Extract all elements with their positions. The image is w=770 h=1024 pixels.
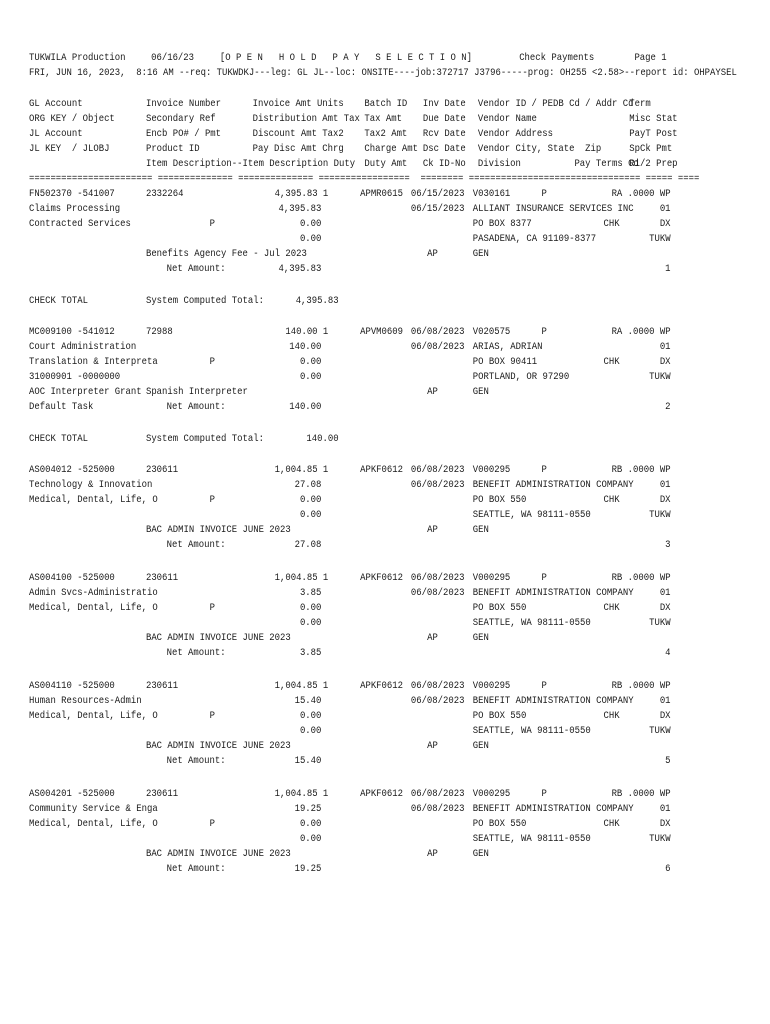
check-id: AP	[427, 848, 438, 860]
report-line	[29, 709, 671, 724]
invoice-date: 06/08/2023	[410, 680, 465, 692]
pay-type: CHK	[603, 710, 620, 722]
report-line	[29, 847, 658, 862]
column-header-cell: Ck ID-No	[422, 158, 466, 170]
column-header-cell: Tax2 Amt	[364, 128, 408, 140]
net-amount: 27.08	[294, 539, 322, 551]
payment-flag: P	[209, 218, 215, 230]
due-date: 06/08/2023	[410, 803, 465, 815]
sequence-number: 1	[665, 263, 671, 275]
check-id: AP	[427, 248, 438, 260]
report-line	[29, 370, 671, 385]
invoice-date: 06/08/2023	[410, 326, 465, 338]
vendor-id: V000295	[472, 788, 511, 800]
post: DX	[659, 818, 671, 830]
batch-id: APKF0612	[360, 572, 404, 584]
division: GEN	[472, 848, 489, 860]
report-line	[29, 694, 671, 709]
vendor-city: SEATTLE, WA 98111-0550	[472, 833, 591, 845]
report-line	[29, 817, 671, 832]
report-line	[29, 400, 671, 415]
net-amount-label: Net Amount:	[166, 755, 226, 767]
column-header-cell: Term	[629, 98, 651, 110]
report-line	[29, 232, 671, 247]
column-header-cell: Rcv Date	[422, 128, 466, 140]
net-amount-label: Net Amount:	[166, 863, 226, 875]
pedb-code: P	[541, 788, 547, 800]
prep: TUKW	[649, 725, 671, 737]
column-header-cell: Division Pay Terms Cd	[477, 158, 639, 170]
system-total-label: System Computed Total:	[145, 433, 264, 445]
report-line	[29, 538, 671, 553]
post: DX	[659, 602, 671, 614]
report-line	[29, 325, 671, 340]
addr-term: RB .0000 WP	[611, 788, 671, 800]
gl-account: AS004100 -525000	[29, 572, 115, 584]
vendor-city: PASADENA, CA 91109-8377	[472, 233, 597, 245]
due-date: 06/08/2023	[410, 341, 465, 353]
column-header-cell: Invoice Amt Units	[252, 98, 344, 110]
report-line	[29, 463, 671, 478]
check-total-label: CHECK TOTAL	[29, 295, 88, 307]
invoice-date: 06/15/2023	[410, 188, 465, 200]
vendor-id: V000295	[472, 464, 511, 476]
vendor-city: SEATTLE, WA 98111-0550	[472, 509, 591, 521]
vendor-address: PO BOX 550	[472, 602, 527, 614]
report-line	[29, 247, 658, 262]
prep: TUKW	[649, 233, 671, 245]
report-line	[29, 355, 671, 370]
sequence-number: 3	[665, 539, 671, 551]
distribution-amount: 140.00	[289, 341, 322, 353]
column-header-cell: Discount Amt Tax2	[252, 128, 344, 140]
report-line	[29, 385, 658, 400]
report-line	[29, 478, 671, 493]
report-date: 06/16/23	[151, 52, 195, 64]
sequence-number: 5	[665, 755, 671, 767]
division: GEN	[472, 632, 489, 644]
item-description: BAC ADMIN INVOICE JUNE 2023	[145, 740, 291, 752]
report-line	[29, 523, 658, 538]
check-id: AP	[427, 386, 438, 398]
invoice-number: 230611	[145, 464, 179, 476]
invoice-number: 72988	[145, 326, 173, 338]
pedb-code: P	[541, 464, 547, 476]
net-amount: 4,395.83	[278, 263, 322, 275]
division: GEN	[472, 524, 489, 536]
column-header-cell: Vendor City, State Zip	[477, 143, 602, 155]
pay-disc-amount: 0.00	[299, 617, 322, 629]
report-line	[29, 862, 671, 877]
header-separator	[29, 172, 700, 187]
report-line	[29, 631, 658, 646]
gl-account: FN502370 -541007	[29, 188, 115, 200]
report-line	[29, 802, 671, 817]
addr-term: RA .0000 WP	[611, 326, 671, 338]
report-line	[29, 493, 671, 508]
column-header-cell: PayT Post	[629, 128, 678, 140]
vendor-name: BENEFIT ADMINISTRATION COMPANY	[472, 587, 634, 599]
post: DX	[659, 710, 671, 722]
report-line	[29, 187, 671, 202]
pay-type: CHK	[603, 218, 620, 230]
vendor-id: V000295	[472, 572, 511, 584]
due-date: 06/08/2023	[410, 479, 465, 491]
pay-type: CHK	[603, 818, 620, 830]
system-name: TUKWILA Production	[29, 52, 126, 64]
net-amount: 3.85	[299, 647, 322, 659]
batch-id: APMR0615	[360, 188, 404, 200]
report-line	[29, 679, 671, 694]
vendor-name: BENEFIT ADMINISTRATION COMPANY	[472, 695, 634, 707]
invoice-amount: 4,395.83 1	[274, 188, 329, 200]
pay-type: CHK	[603, 602, 620, 614]
pedb-code: P	[541, 572, 547, 584]
vendor-city: PORTLAND, OR 97290	[472, 371, 570, 383]
column-header-cell: Inv Date	[422, 98, 466, 110]
addr-term: RB .0000 WP	[611, 572, 671, 584]
post: DX	[659, 494, 671, 506]
column-header-cell: Misc Stat	[629, 113, 678, 125]
pay-disc-amount: 0.00	[299, 371, 322, 383]
pay-disc-amount: 0.00	[299, 233, 322, 245]
discount-amount: 0.00	[299, 710, 322, 722]
distribution-amount: 3.85	[299, 587, 322, 599]
vendor-name: ARIAS, ADRIAN	[472, 341, 543, 353]
report-header-line-2	[29, 66, 737, 81]
payment-flag: P	[209, 602, 215, 614]
org-key: Admin Svcs-Administratio	[29, 587, 158, 599]
check-id: AP	[427, 524, 438, 536]
report-line	[29, 294, 658, 309]
item-description: BAC ADMIN INVOICE JUNE 2023	[145, 632, 291, 644]
report-line	[29, 340, 671, 355]
payment-flag: P	[209, 818, 215, 830]
item-description: Spanish Interpreter	[145, 386, 248, 398]
column-header-cell: Item Description--Item Description Duty	[145, 158, 356, 170]
column-header-cell: Dsc Date	[422, 143, 466, 155]
prep: TUKW	[649, 509, 671, 521]
vendor-city: SEATTLE, WA 98111-0550	[472, 725, 591, 737]
vendor-address: PO BOX 550	[472, 494, 527, 506]
column-header-cell: JL Account	[29, 128, 83, 140]
vendor-address: PO BOX 550	[472, 710, 527, 722]
discount-amount: 0.00	[299, 356, 322, 368]
column-header-cell: Vendor Name	[477, 113, 537, 125]
distribution-amount: 19.25	[294, 803, 322, 815]
report-title: [O P E N H O L D P A Y S E L E C T I O N]	[219, 52, 472, 64]
gl-account: AS004012 -525000	[29, 464, 115, 476]
invoice-amount: 1,004.85 1	[274, 572, 329, 584]
net-amount-label: Net Amount:	[166, 539, 226, 551]
addr-term: RB .0000 WP	[611, 680, 671, 692]
item-description: Benefits Agency Fee - Jul 2023	[145, 248, 307, 260]
jl-account: Translation & Interpreta	[29, 356, 158, 368]
column-header-cell: R1/2 Prep	[629, 158, 678, 170]
vendor-name: ALLIANT INSURANCE SERVICES INC	[472, 203, 634, 215]
batch-id: APKF0612	[360, 680, 404, 692]
column-header-row	[29, 97, 658, 112]
report-line	[29, 202, 671, 217]
due-date: 06/15/2023	[410, 203, 465, 215]
status: 01	[659, 479, 671, 491]
status: 01	[659, 803, 671, 815]
column-header-row	[29, 142, 673, 157]
column-header-row	[29, 112, 678, 127]
column-header-cell: Due Date	[422, 113, 466, 125]
org-key: Community Service & Enga	[29, 803, 158, 815]
due-date: 06/08/2023	[410, 695, 465, 707]
vendor-id: V030161	[472, 188, 511, 200]
column-header-cell: Distribution Amt Tax	[252, 113, 360, 125]
jl-account: Medical, Dental, Life, O	[29, 494, 158, 506]
gl-account: MC009100 -541012	[29, 326, 115, 338]
page-number: Page 1	[634, 52, 667, 64]
vendor-address: PO BOX 550	[472, 818, 527, 830]
report-line	[29, 571, 671, 586]
distribution-amount: 27.08	[294, 479, 322, 491]
net-amount: 19.25	[294, 863, 322, 875]
discount-amount: 0.00	[299, 602, 322, 614]
division: GEN	[472, 740, 489, 752]
invoice-number: 230611	[145, 572, 179, 584]
column-header-row	[29, 127, 678, 142]
discount-amount: 0.00	[299, 818, 322, 830]
org-key: Technology & Innovation	[29, 479, 153, 491]
prep: TUKW	[649, 617, 671, 629]
column-header-cell: Vendor ID / PEDB Cd / Addr Cd	[477, 98, 634, 110]
pay-disc-amount: 0.00	[299, 833, 322, 845]
org-key: Court Administration	[29, 341, 137, 353]
vendor-address: PO BOX 8377	[472, 218, 532, 230]
report-line	[29, 724, 671, 739]
gl-account: AS004201 -525000	[29, 788, 115, 800]
jl-account: Medical, Dental, Life, O	[29, 602, 158, 614]
invoice-amount: 1,004.85 1	[274, 680, 329, 692]
invoice-date: 06/08/2023	[410, 572, 465, 584]
column-header-cell: Invoice Number	[145, 98, 222, 110]
check-total: 140.00	[306, 433, 339, 445]
net-amount: 140.00	[289, 401, 322, 413]
report-line	[29, 586, 671, 601]
report-line	[29, 787, 671, 802]
report-line	[29, 432, 658, 447]
invoice-number: 230611	[145, 788, 179, 800]
vendor-id: V020575	[472, 326, 511, 338]
column-header-cell: Product ID	[145, 143, 200, 155]
net-amount-label: Net Amount:	[166, 647, 226, 659]
status: 01	[659, 587, 671, 599]
check-id: AP	[427, 632, 438, 644]
column-header-cell: Secondary Ref	[145, 113, 216, 125]
distribution-amount: 4,395.83	[278, 203, 322, 215]
jl-extra: Default Task	[29, 401, 94, 413]
report-line	[29, 832, 671, 847]
pedb-code: P	[541, 326, 547, 338]
org-key: Claims Processing	[29, 203, 121, 215]
prep: TUKW	[649, 833, 671, 845]
batch-id: APVM0609	[360, 326, 404, 338]
vendor-address: PO BOX 90411	[472, 356, 538, 368]
report-line	[29, 508, 671, 523]
vendor-name: BENEFIT ADMINISTRATION COMPANY	[472, 803, 634, 815]
report-line	[29, 646, 671, 661]
column-header-cell: Charge Amt	[364, 143, 419, 155]
distribution-amount: 15.40	[294, 695, 322, 707]
column-header-row	[29, 157, 678, 172]
net-amount: 15.40	[294, 755, 322, 767]
report-header-line-1	[29, 51, 667, 66]
due-date: 06/08/2023	[410, 587, 465, 599]
jl-account: Medical, Dental, Life, O	[29, 818, 158, 830]
column-header-cell: ORG KEY / Object	[29, 113, 115, 125]
discount-amount: 0.00	[299, 494, 322, 506]
pedb-code: P	[541, 188, 547, 200]
pay-disc-amount: 0.00	[299, 509, 322, 521]
item-description: BAC ADMIN INVOICE JUNE 2023	[145, 524, 291, 536]
jl-object: AOC Interpreter Grant	[29, 386, 142, 398]
discount-amount: 0.00	[299, 218, 322, 230]
batch-id: APKF0612	[360, 464, 404, 476]
invoice-date: 06/08/2023	[410, 788, 465, 800]
vendor-city: SEATTLE, WA 98111-0550	[472, 617, 591, 629]
report-type: Check Payments	[519, 52, 595, 64]
run-info: FRI, JUN 16, 2023, 8:16 AM --req: TUKWDKJ---leg: GL JL--loc: ONSITE----job:372717 J3796-----prog: OH255 <2.58>--report id: OHPAYSEL	[29, 67, 737, 79]
separator-line: ======================= ============== ============== ================= ======== ================================ ===== ====	[29, 173, 700, 185]
invoice-amount: 1,004.85 1	[274, 788, 329, 800]
status: 01	[659, 203, 671, 215]
invoice-amount: 140.00 1	[285, 326, 329, 338]
invoice-date: 06/08/2023	[410, 464, 465, 476]
check-id: AP	[427, 740, 438, 752]
batch-id: APKF0612	[360, 788, 404, 800]
report-line	[29, 217, 671, 232]
addr-term: RA .0000 WP	[611, 188, 671, 200]
prep: TUKW	[649, 371, 671, 383]
column-header-cell: GL Account	[29, 98, 83, 110]
report-line	[29, 601, 671, 616]
invoice-number: 230611	[145, 680, 179, 692]
column-header-cell: Encb PO# / Pmt	[145, 128, 222, 140]
report-line	[29, 754, 671, 769]
column-header-cell: JL KEY / JLOBJ	[29, 143, 110, 155]
sequence-number: 2	[665, 401, 671, 413]
pedb-code: P	[541, 680, 547, 692]
net-amount-label: Net Amount:	[166, 401, 226, 413]
post: DX	[659, 218, 671, 230]
vendor-id: V000295	[472, 680, 511, 692]
post: DX	[659, 356, 671, 368]
jl-key: 31000901 -0000000	[29, 371, 121, 383]
column-header-cell: Duty Amt	[364, 158, 408, 170]
column-header-cell: Vendor Address	[477, 128, 553, 140]
division: GEN	[472, 248, 489, 260]
column-header-cell: SpCk Pmt	[629, 143, 673, 155]
payment-flag: P	[209, 356, 215, 368]
check-total: 4,395.83	[295, 295, 339, 307]
pay-type: CHK	[603, 494, 620, 506]
vendor-name: BENEFIT ADMINISTRATION COMPANY	[472, 479, 634, 491]
sequence-number: 4	[665, 647, 671, 659]
column-header-cell: Batch ID	[364, 98, 408, 110]
system-total-label: System Computed Total:	[145, 295, 264, 307]
addr-term: RB .0000 WP	[611, 464, 671, 476]
sequence-number: 6	[665, 863, 671, 875]
report-line	[29, 739, 658, 754]
jl-account: Medical, Dental, Life, O	[29, 710, 158, 722]
column-header-cell: Pay Disc Amt Chrg	[252, 143, 344, 155]
invoice-number: 2332264	[145, 188, 184, 200]
division: GEN	[472, 386, 489, 398]
status: 01	[659, 341, 671, 353]
gl-account: AS004110 -525000	[29, 680, 115, 692]
report-line	[29, 262, 671, 277]
pay-disc-amount: 0.00	[299, 725, 322, 737]
status: 01	[659, 695, 671, 707]
check-total-label: CHECK TOTAL	[29, 433, 88, 445]
column-header-cell: Tax Amt	[364, 113, 402, 125]
org-key: Human Resources-Admin	[29, 695, 142, 707]
pay-type: CHK	[603, 356, 620, 368]
jl-account: Contracted Services	[29, 218, 131, 230]
payment-flag: P	[209, 710, 215, 722]
net-amount-label: Net Amount:	[166, 263, 226, 275]
invoice-amount: 1,004.85 1	[274, 464, 329, 476]
item-description: BAC ADMIN INVOICE JUNE 2023	[145, 848, 291, 860]
report-line	[29, 616, 671, 631]
payment-flag: P	[209, 494, 215, 506]
